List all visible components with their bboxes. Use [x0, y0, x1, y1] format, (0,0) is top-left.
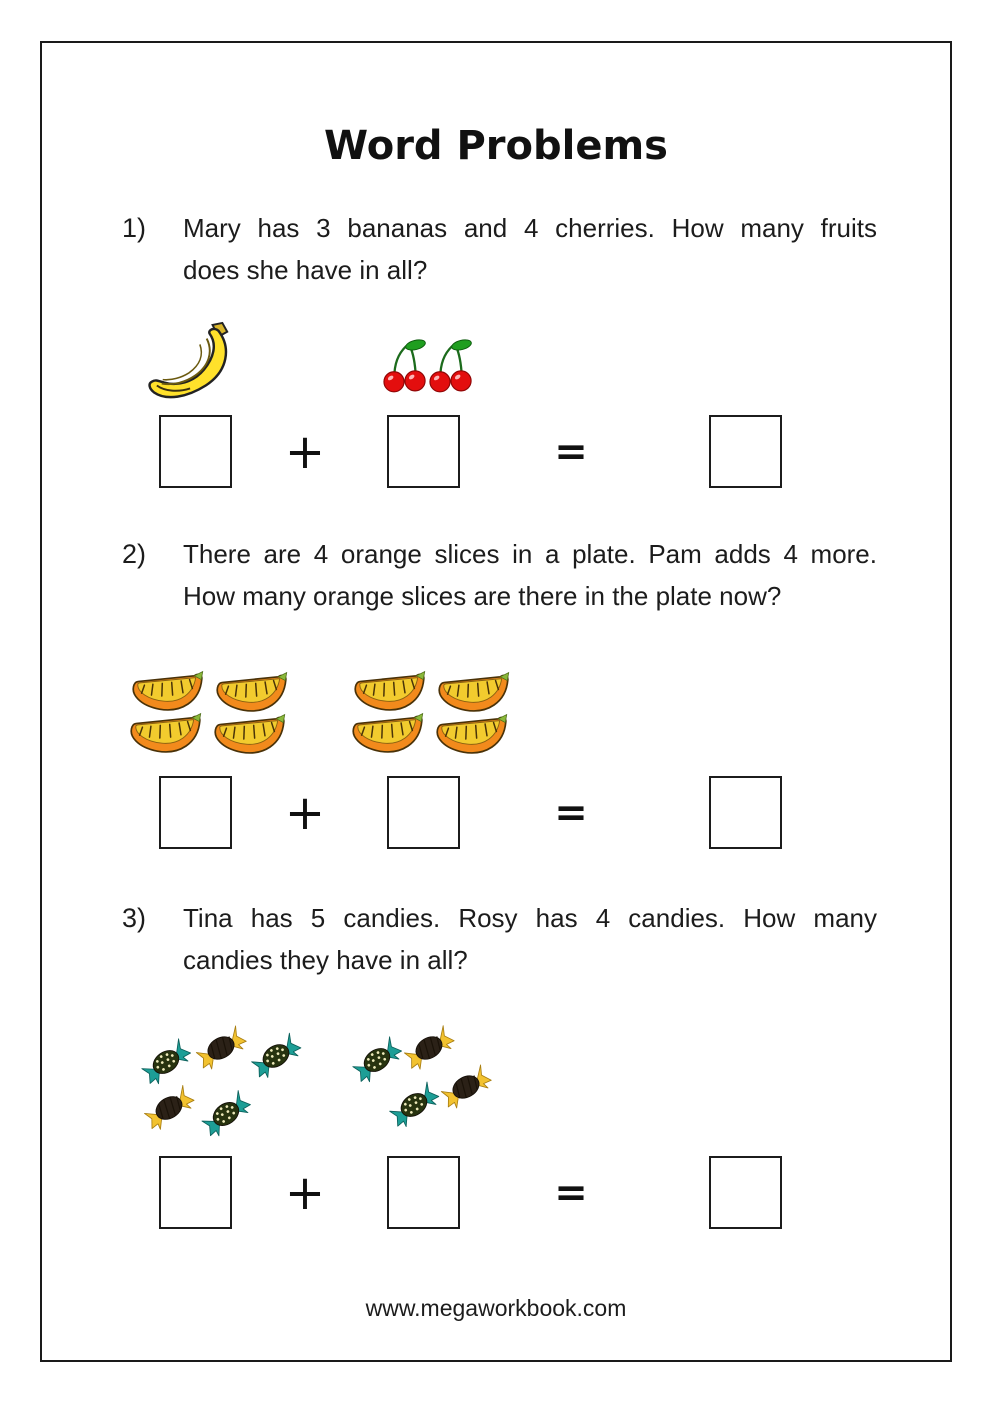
- orange-slice-icon: [125, 707, 205, 754]
- equals-sign: =: [554, 1169, 588, 1216]
- answer-box-sum[interactable]: [709, 776, 782, 849]
- problem-text-line-2: How many orange slices are there in the plate now?: [183, 581, 782, 611]
- candy-icon: [194, 1084, 258, 1143]
- answer-box-sum[interactable]: [709, 415, 782, 488]
- problem-text-line-2: candies they have in all?: [183, 945, 468, 975]
- problem-number: 3): [122, 903, 147, 933]
- candy-icon: [134, 1033, 198, 1092]
- answer-box-addend-2[interactable]: [387, 415, 460, 488]
- page-frame: [40, 41, 952, 1362]
- candy-icon: [189, 1020, 253, 1076]
- banana-bunch-icon: [145, 321, 243, 407]
- answer-box-addend-2[interactable]: [387, 776, 460, 849]
- candy-icon: [137, 1079, 201, 1136]
- page-title: Word Problems: [324, 123, 668, 169]
- plus-sign: +: [284, 1164, 326, 1221]
- orange-slice-icon: [349, 665, 429, 712]
- equation-row: [42, 776, 950, 850]
- candy-icon: [434, 1059, 498, 1115]
- orange-slice-icon: [209, 708, 289, 755]
- orange-slice-icon: [433, 666, 513, 713]
- problem-text-line-1: Tina has 5 candies. Rosy has 4 candies. How many: [183, 903, 877, 933]
- cherry-pair-icon: [429, 337, 473, 395]
- orange-slice-icon: [431, 708, 511, 755]
- equation-row: [42, 1156, 950, 1230]
- answer-box-addend-2[interactable]: [387, 1156, 460, 1229]
- cherry-pair-icon: [383, 337, 427, 395]
- orange-slice-icon: [211, 666, 291, 713]
- candy-icon: [244, 1027, 308, 1085]
- answer-box-addend-1[interactable]: [159, 776, 232, 849]
- orange-slice-icon: [127, 665, 207, 712]
- problem-text-line-1: There are 4 orange slices in a plate. Pam adds 4 more.: [183, 539, 877, 569]
- answer-box-sum[interactable]: [709, 1156, 782, 1229]
- equation-row: [42, 415, 950, 489]
- problem-text-line-2: does she have in all?: [183, 255, 428, 285]
- problem-number: 1): [122, 213, 147, 243]
- candy-icon: [397, 1020, 461, 1077]
- orange-slice-icon: [347, 707, 427, 754]
- equals-sign: =: [554, 428, 588, 475]
- plus-sign: +: [284, 423, 326, 480]
- candy-icon: [345, 1031, 409, 1090]
- answer-box-addend-1[interactable]: [159, 1156, 232, 1229]
- answer-box-addend-1[interactable]: [159, 415, 232, 488]
- footer-url: www.megaworkbook.com: [365, 1295, 627, 1321]
- problem-number: 2): [122, 539, 147, 569]
- problem-text-line-1: Mary has 3 bananas and 4 cherries. How many fruits: [183, 213, 877, 243]
- plus-sign: +: [284, 784, 326, 841]
- equals-sign: =: [554, 789, 588, 836]
